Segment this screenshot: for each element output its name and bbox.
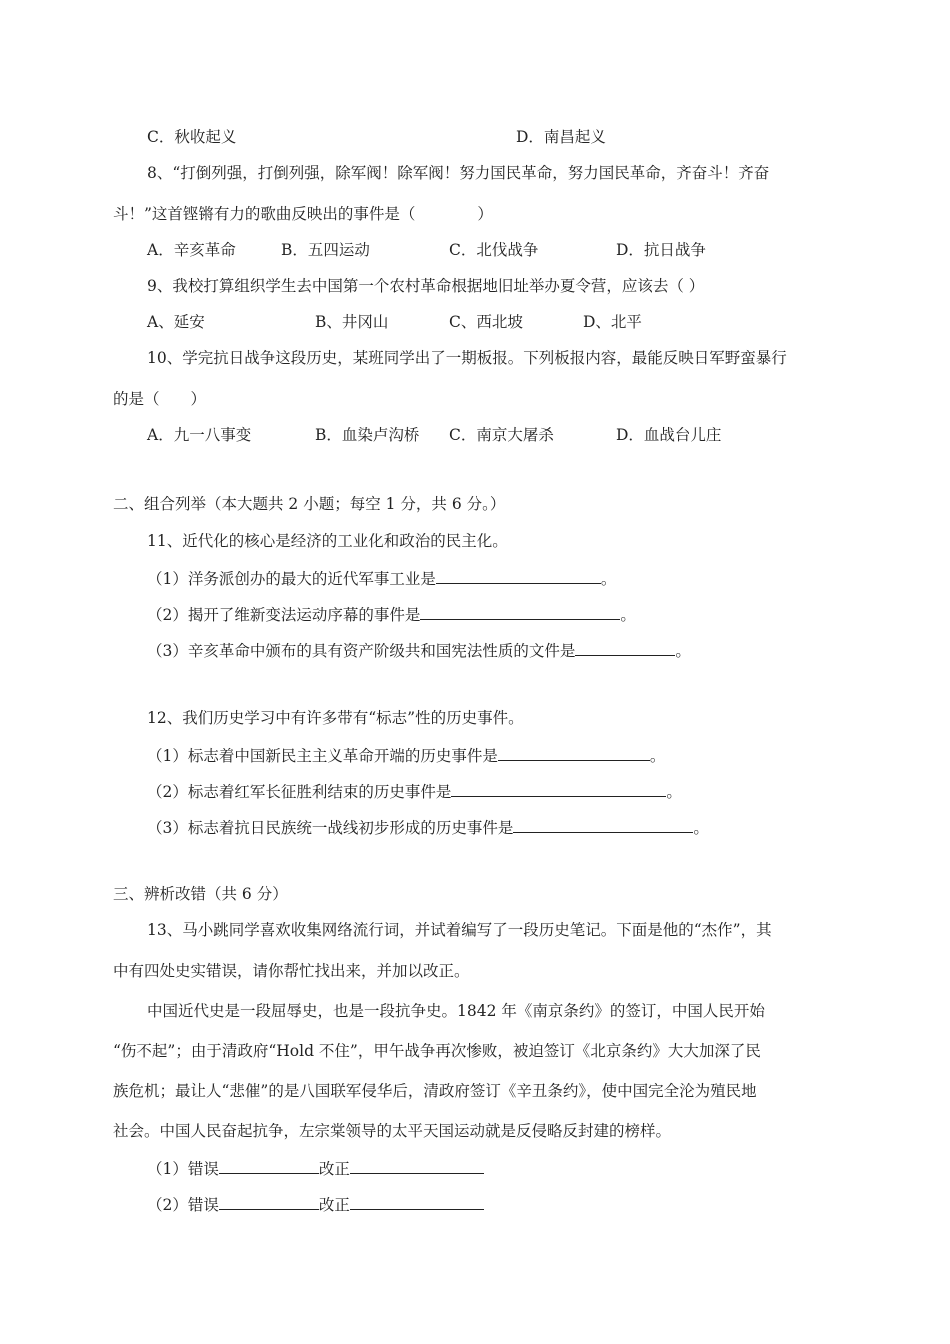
q13-error-blank-1[interactable]	[219, 1157, 319, 1174]
q12-item-1-text: （1）标志着中国新民主主义革命开端的历史事件是	[147, 747, 498, 765]
q12-item-2	[147, 780, 682, 802]
q10-stem-line2: 的是（ ）	[113, 390, 207, 408]
q13-error-label-1: （1）错误	[147, 1160, 219, 1178]
q10-option-a: A．九一八事变	[147, 426, 252, 444]
q13-passage-line3: 族危机；最让人“悲催”的是八国联军侵华后，清政府签订《辛丑条约》，使中国完全沦为殖民地	[113, 1082, 757, 1100]
q11-item-3-text: （3）辛亥革命中颁布的具有资产阶级共和国宪法性质的文件是	[147, 642, 576, 660]
q12-answer-blank-1[interactable]	[498, 744, 650, 761]
q12-answer-blank-2[interactable]	[451, 780, 666, 797]
q11-item-1	[147, 567, 616, 589]
q8-option-a: A．辛亥革命	[147, 241, 236, 259]
q13-fix-label-2: 改正	[318, 1196, 350, 1214]
q10-stem-line1: 10、学完抗日战争这段历史，某班同学出了一期板报。下列板报内容，最能反映日军野蛮暴行	[147, 349, 787, 367]
period: 。	[620, 606, 636, 624]
q12-item-2-text: （2）标志着红军长征胜利结束的历史事件是	[147, 783, 452, 801]
q13-fix-blank-1[interactable]	[350, 1157, 484, 1174]
q10-option-b: B．血染卢沟桥	[315, 426, 420, 444]
q8-option-c: C．北伐战争	[449, 241, 539, 259]
q13-error-blank-2[interactable]	[219, 1193, 319, 1210]
q11-answer-blank-1[interactable]	[436, 567, 601, 584]
q9-option-c: C、西北坡	[449, 313, 523, 331]
q12-item-3	[147, 816, 709, 838]
q12-item-1	[147, 744, 665, 766]
section2-heading: 二、组合列举（本大题共 2 小题；每空 1 分，共 6 分。）	[113, 495, 506, 513]
q13-error-label-2: （2）错误	[147, 1196, 219, 1214]
period: 。	[675, 642, 691, 660]
q12-stem: 12、我们历史学习中有许多带有“标志”性的历史事件。	[147, 709, 524, 727]
q13-passage-line1: 中国近代史是一段屈辱史，也是一段抗争史。1842 年《南京条约》的签订，中国人民开始	[147, 1002, 765, 1020]
q10-option-c: C．南京大屠杀	[449, 426, 554, 444]
q7-option-d: D．南昌起义	[516, 128, 606, 146]
q8-stem-line2: 斗！”这首铿锵有力的歌曲反映出的事件是（ ）	[113, 205, 493, 223]
q8-stem-line1: 8、“打倒列强，打倒列强，除军阀！除军阀！努力国民革命，努力国民革命，齐奋斗！齐奋	[147, 164, 770, 182]
q11-item-3	[147, 639, 691, 661]
q12-item-3-text: （3）标志着抗日民族统一战线初步形成的历史事件是	[147, 819, 514, 837]
q11-item-2	[147, 603, 636, 625]
q7-option-c: C．秋收起义	[147, 128, 237, 146]
q11-item-2-text: （2）揭开了维新变法运动序幕的事件是	[147, 606, 421, 624]
period: 。	[649, 747, 666, 765]
q9-stem: 9、我校打算组织学生去中国第一个农村革命根据地旧址举办夏令营，应该去（ ）	[147, 277, 705, 295]
q13-fix-blank-2[interactable]	[350, 1193, 484, 1210]
q13-correction-row-1	[147, 1157, 484, 1179]
q9-option-d: D、北平	[583, 313, 642, 331]
period: 。	[693, 819, 709, 837]
q11-item-1-text: （1）洋务派创办的最大的近代军事工业是	[147, 570, 436, 588]
q8-option-b: B．五四运动	[281, 241, 370, 259]
q10-option-d: D．血战台儿庄	[616, 426, 722, 444]
period: 。	[600, 570, 617, 588]
q8-option-d: D．抗日战争	[616, 241, 706, 259]
q13-stem-line1: 13、马小跳同学喜欢收集网络流行词，并试着编写了一段历史笔记。下面是他的“杰作”，其	[147, 921, 772, 939]
q13-stem-line2: 中有四处史实错误，请你帮忙找出来，并加以改正。	[113, 962, 470, 980]
section3-heading: 三、辨析改错（共 6 分）	[113, 885, 288, 903]
q9-option-b: B、井冈山	[315, 313, 389, 331]
q11-answer-blank-2[interactable]	[420, 603, 620, 620]
q9-option-a: A、延安	[147, 313, 205, 331]
q13-passage-line2: “伤不起”；由于清政府“Hold 不住”，甲午战争再次惨败，被迫签订《北京条约》大大加深了民	[113, 1042, 761, 1060]
q13-correction-row-2	[147, 1193, 484, 1215]
q11-answer-blank-3[interactable]	[575, 639, 675, 656]
q13-passage-line4: 社会。中国人民奋起抗争，左宗棠领导的太平天国运动就是反侵略反封建的榜样。	[113, 1122, 672, 1140]
q12-answer-blank-3[interactable]	[513, 816, 693, 833]
q13-fix-label-1: 改正	[318, 1160, 350, 1178]
q11-stem: 11、近代化的核心是经济的工业化和政治的民主化。	[147, 532, 508, 550]
period: 。	[666, 783, 682, 801]
